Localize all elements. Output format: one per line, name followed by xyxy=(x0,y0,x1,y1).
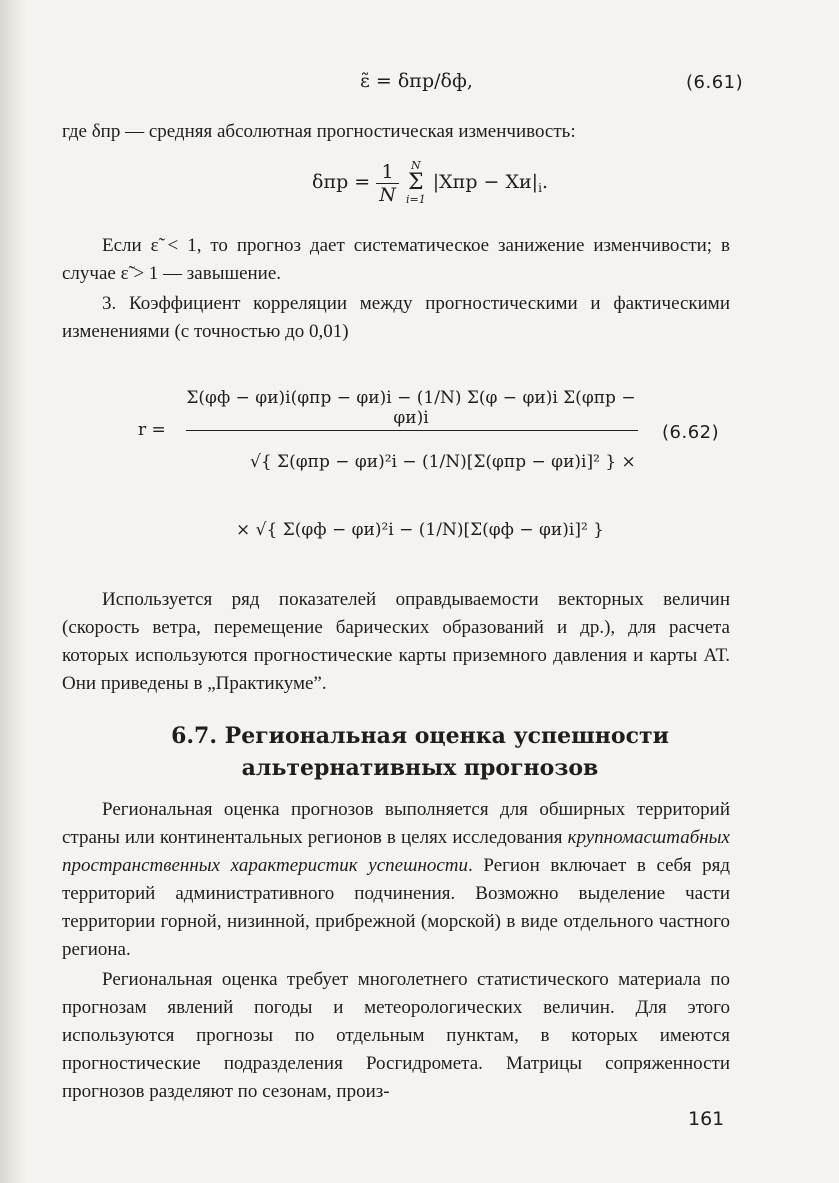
correlation-numerator: Σ(φф − φи)i(φпр − φи)i − (1/N) Σ(φ − φи)i Σ(φпр − φи)i xyxy=(186,388,636,428)
paragraph-statistical-material: Региональная оценка требует многолетнего статистического материала по прогнозам явлений погоды и метеорологических величин. Для этого используются прогнозы по отдельным пунктам, в которых имеются прогностические подразделения Росгидромета. Матрицы сопряженности прогнозов разделяют по сезонам, произ- xyxy=(62,969,730,1102)
equation-number-6-61: (6.61) xyxy=(686,72,744,93)
correlation-denominator-line1: √{ Σ(φпр − φи)²i − (1/N)[Σ(φпр − φи)i]² } × xyxy=(250,452,636,472)
page-number: 161 xyxy=(688,1108,725,1130)
paragraph-regional-assessment xyxy=(62,796,730,964)
section-heading-line2: альтернативных прогнозов xyxy=(241,755,599,781)
fraction-bar xyxy=(186,430,638,431)
paragraph-4-text-2: . Регион включает в себя ряд территорий административного подчинения. Возможно выделение части территории горной, низинной, прибрежной (морской) в виде отдельного частного региона. xyxy=(62,855,730,960)
where-definition: где δпр — средняя абсолютная прогностическая изменчивость: xyxy=(62,121,576,142)
paragraph-correlation: 3. Коэффициент корреляции между прогностическими и фактическими изменениями (с точностью до 0,01) xyxy=(62,293,730,342)
paragraph-4-italic: крупномасштабных пространственных характеристик успешности xyxy=(62,827,730,876)
section-heading xyxy=(130,720,710,784)
correlation-denominator-line2: × √{ Σ(φф − φи)²i − (1/N)[Σ(φф − φи)i]² } xyxy=(236,520,604,540)
r-lhs: r = xyxy=(138,420,166,440)
paragraph-overestimation: Если ε̃ < 1, то прогноз дает систематическое занижение изменчивости; в случае ε̃ > 1 — завышение. xyxy=(62,235,730,284)
formula-6-61: ε̃ = δпр/δф, xyxy=(360,70,473,92)
paragraph-4-text-1: Региональная оценка прогнозов выполняется для обширных территорий страны или континентальных регионов в целях исследования xyxy=(62,799,730,848)
delta-formula xyxy=(312,160,548,206)
paragraph-vector-scores: Используется ряд показателей оправдываемости векторных величин (скорость ветра, перемещение барических образований и др.), для расчета которых используются прогностические карты приземного давления и карты АТ. Они приведены в „Практикуме”. xyxy=(62,589,730,694)
equation-number-6-62: (6.62) xyxy=(662,422,720,443)
sum-operator: N Σ i=1 xyxy=(405,159,426,206)
index-i: i xyxy=(538,181,542,195)
page-gutter-shadow xyxy=(0,0,28,1183)
delta-body: |Xпр − Xи| xyxy=(432,171,539,193)
formula-period: . xyxy=(541,171,548,193)
delta-lhs: δпр = xyxy=(312,171,371,193)
section-heading-line1: 6.7. Региональная оценка успешности xyxy=(171,723,669,749)
fraction-one-over-n: $\frac{1}{N}$ xyxy=(376,161,399,206)
